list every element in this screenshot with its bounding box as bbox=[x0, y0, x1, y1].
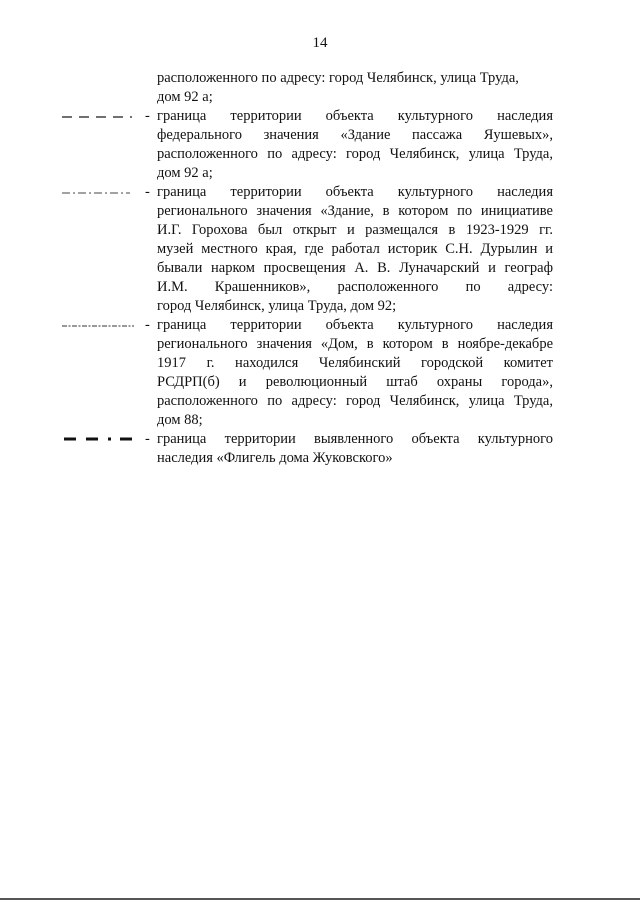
legend-dash: - bbox=[145, 317, 150, 333]
page-bottom-rule bbox=[0, 898, 640, 900]
page-number: 14 bbox=[312, 35, 328, 51]
legend-line: наследия «Флигель дома Жуковского» bbox=[157, 450, 393, 466]
legend-line: музей местного края, где работал историк С.Н. Дурылин и bbox=[157, 241, 553, 257]
legend-line: федерального значения «Здание пассажа Яушевых», bbox=[157, 127, 553, 143]
legend-line: регионального значения «Дом, в котором в ноябре-декабре bbox=[157, 336, 553, 352]
dash-dot-line-swatch bbox=[62, 187, 142, 199]
legend-line: граница территории выявленного объекта культурного bbox=[157, 431, 553, 447]
legend-line: дом 88; bbox=[157, 412, 203, 428]
continuation-line: расположенного по адресу: город Челябинск, улица Труда, bbox=[157, 70, 519, 86]
legend-line: граница территории объекта культурного наследия bbox=[157, 108, 553, 124]
legend-text bbox=[157, 316, 553, 430]
legend-dash: - bbox=[145, 108, 150, 124]
legend-text bbox=[157, 107, 553, 183]
continuation-line: дом 92 а; bbox=[157, 89, 213, 105]
legend-text bbox=[157, 183, 553, 316]
legend-line: регионального значения «Здание, в котором по инициативе bbox=[157, 203, 553, 219]
legend-item-identified-zhukovsky bbox=[0, 430, 640, 468]
dashed-line-swatch bbox=[62, 111, 142, 123]
legend-line: расположенного по адресу: город Челябинск, улица Труда, bbox=[157, 393, 553, 409]
continuation-text bbox=[157, 69, 553, 107]
legend-line: граница территории объекта культурного наследия bbox=[157, 184, 553, 200]
legend-line: И.М. Крашенников», расположенного по адресу: bbox=[157, 279, 553, 295]
legend-line: граница территории объекта культурного наследия bbox=[157, 317, 553, 333]
bold-dash-dot-line-swatch bbox=[62, 433, 142, 445]
legend-text bbox=[157, 430, 553, 468]
legend-line: И.Г. Горохова был открыт и размещался в 1923-1929 гг. bbox=[157, 222, 553, 238]
legend-item-regional-museum bbox=[0, 183, 640, 316]
legend-dash: - bbox=[145, 431, 150, 447]
legend-list bbox=[0, 107, 640, 468]
legend-line: РСДРП(б) и революционный штаб охраны города», bbox=[157, 374, 553, 390]
legend-item-regional-rsdrp bbox=[0, 316, 640, 430]
legend-line: город Челябинск, улица Труда, дом 92; bbox=[157, 298, 397, 314]
legend-line: расположенного по адресу: город Челябинск, улица Труда, bbox=[157, 146, 553, 162]
fine-dashed-line-swatch bbox=[62, 320, 142, 332]
legend-line: дом 92 а; bbox=[157, 165, 213, 181]
legend-line: 1917 г. находился Челябинский городской комитет bbox=[157, 355, 553, 371]
legend-item-federal-passage bbox=[0, 107, 640, 183]
legend-line: бывали нарком просвещения А. В. Луначарский и географ bbox=[157, 260, 553, 276]
legend-dash: - bbox=[145, 184, 150, 200]
